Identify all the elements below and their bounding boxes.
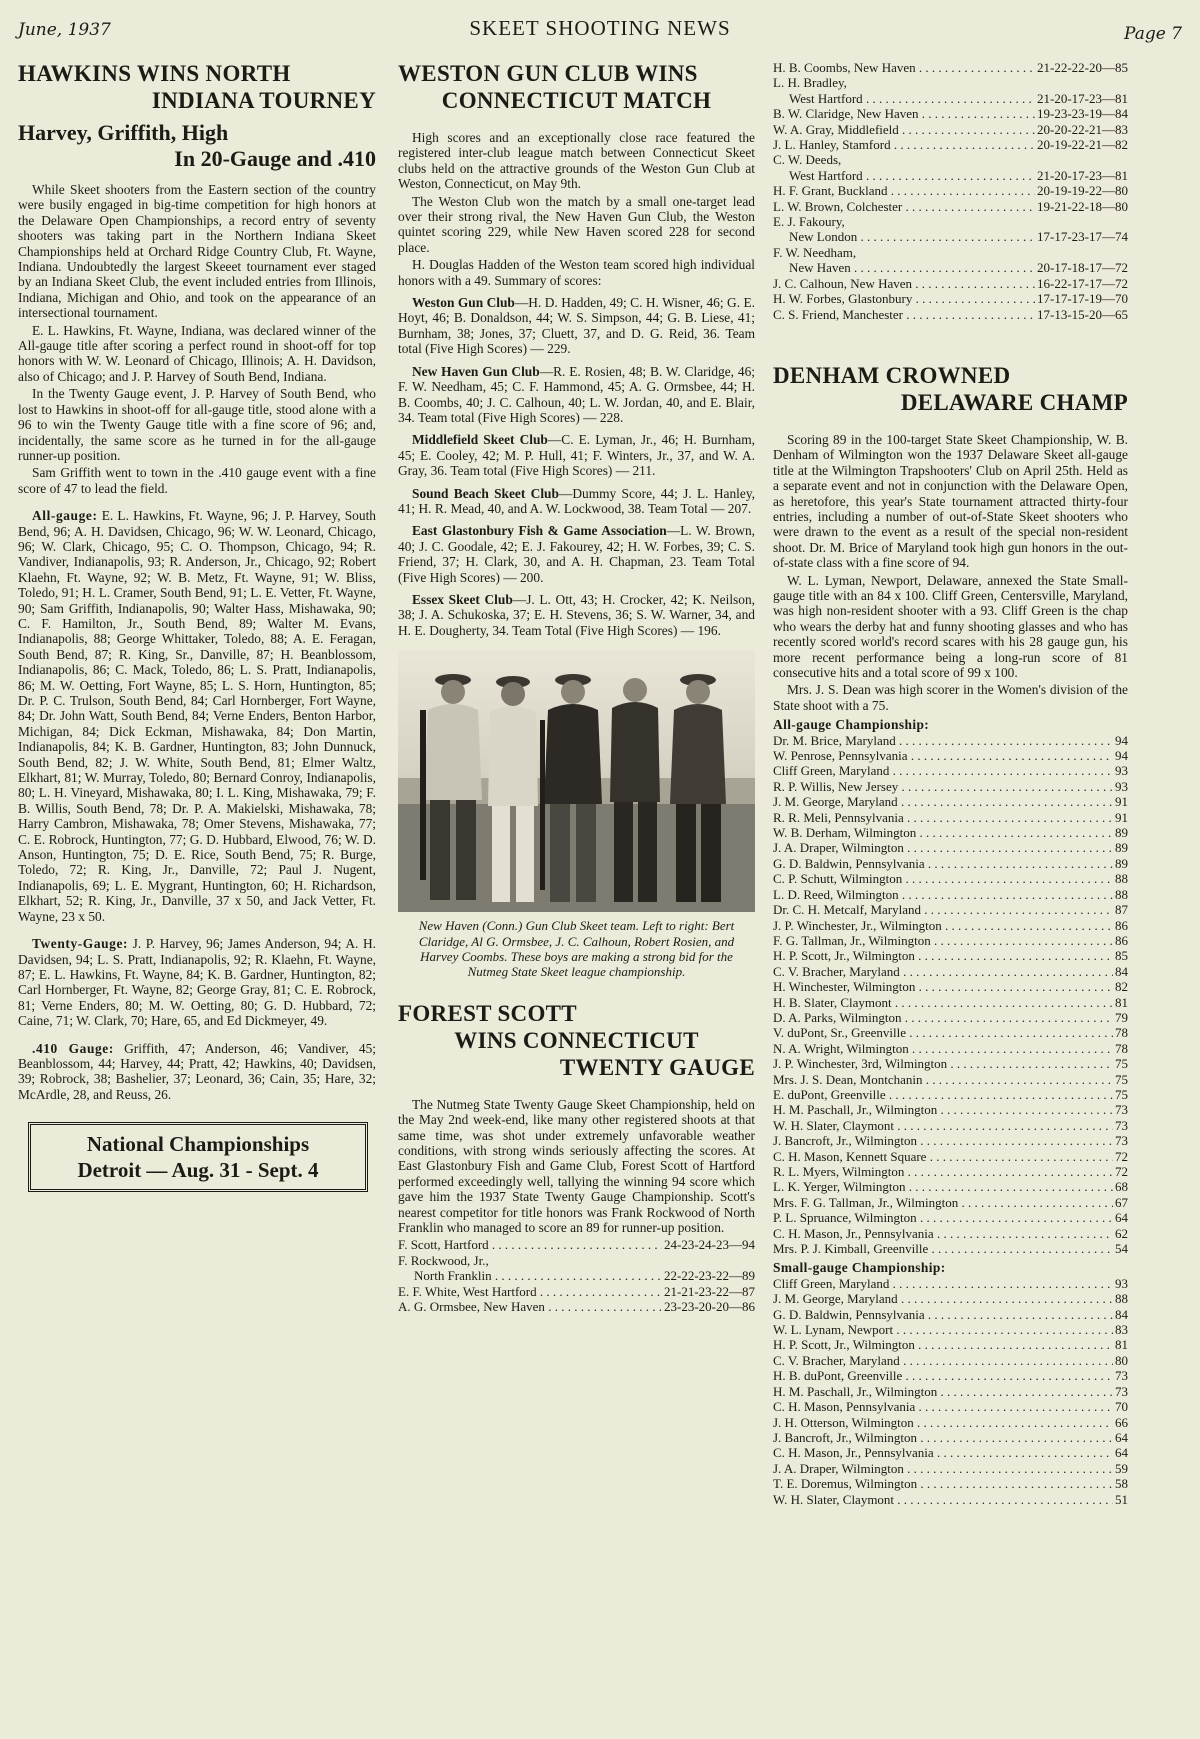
issue-date: June, 1937 [18, 20, 111, 40]
shooter-name: J. P. Winchester, 3rd, Wilmington . . . [773, 1056, 1113, 1071]
shooter-score: 21-22-22-20—85 [1037, 60, 1128, 75]
score-line [773, 276, 1128, 291]
shooter-name: L. K. Yerger, Wilmington . . . [773, 1179, 1113, 1194]
allgauge-championship-list [773, 733, 1128, 1257]
national-championships-box: National Championships Detroit — Aug. 31 - Sept. 4 [28, 1122, 368, 1192]
score-line [773, 1164, 1128, 1179]
shooter-score: 91 [1115, 794, 1128, 810]
score-line [773, 887, 1128, 902]
score-line [773, 1476, 1128, 1491]
article-paragraph: While Skeet shooters from the Eastern section of the country were busily engaged in big-time competition for high honors at the Delaware Open Championships, a record entry of seventy shooters was taking part in the Northern Indiana Skeet Championships held at Orchard Ridge Country Club, Ft. Wayne, Indiana. Undoubtedly the largest Skeeet tournament ever staged by an Indiana Skeet Club, the event included entries from Illinois, Indiana, Michigan and Ohio, and took on the appearance of an intersectional tournament. [18, 182, 376, 321]
shooter-name: J. P. Winchester, Jr., Wilmington . . . [773, 918, 1113, 933]
score-line [773, 1241, 1128, 1256]
shooter-score: 85 [1115, 948, 1128, 964]
shooter-score: 64 [1115, 1445, 1128, 1461]
score-line [398, 1284, 755, 1299]
smallgauge-championship-label: Small-gauge Championship: [773, 1260, 946, 1276]
shooter-name: C. H. Mason, Pennsylvania . . . [773, 1399, 1113, 1414]
shooter-score: 84 [1115, 963, 1128, 979]
shooter-name: Cliff Green, Maryland . . . [773, 1276, 1113, 1291]
score-line [773, 1195, 1128, 1210]
article-paragraph: H. Douglas Hadden of the Weston team scored high individual honors with a 49. Summary of scores: [398, 257, 755, 288]
shooter-score: 86 [1115, 932, 1128, 948]
page-number: Page 7 [1124, 24, 1182, 44]
shooter-name: C. P. Schutt, Wilmington . . . [773, 871, 1113, 886]
shooter-score: 24-23-24-23—94 [664, 1237, 755, 1253]
shooter-score: 93 [1115, 1275, 1128, 1291]
shooter-score: 72 [1115, 1164, 1128, 1179]
shooter-name: Cliff Green, Maryland . . . [773, 763, 1113, 778]
score-line [398, 1237, 755, 1252]
team-result: Weston Gun Club—H. D. Hadden, 49; C. H. Wisner, 46; G. E. Hoyt, 46; B. Donaldson, 44; W. S. Simpson, 44; G. B. Liese, 41; Burnham, 38; Jones, 37; Cluett, 37, and D. G. Reid, 36. Team total (Five High Scores) — 229. [398, 295, 755, 357]
shooter-score: 17-13-15-20—65 [1037, 306, 1128, 322]
article-paragraph: E. L. Hawkins, Ft. Wayne, Indiana, was declared winner of the All-gauge title after scoring a perfect round in shoot-off for top honors with W. W. Leonard of Chicago, Illinois; A. H. Davidson, also of Chicago; and J. P. Harvey of South Bend, Indiana. [18, 322, 376, 384]
score-line [773, 1461, 1128, 1476]
headline-weston: WESTON GUN CLUB WINS CONNECTICUT MATCH [398, 61, 712, 113]
shooter-name: R. R. Meli, Pennsylvania . . . [773, 810, 1113, 825]
twenty-gauge-scores [398, 1237, 755, 1314]
shooter-name: H. W. Forbes, Glastonbury . . . [773, 291, 1035, 306]
allgauge-championship-label: All-gauge Championship: [773, 717, 930, 733]
score-line: E. J. Fakoury, [773, 214, 845, 230]
shooter-name: H. B. Slater, Claymont . . . [773, 995, 1113, 1010]
score-line: F. W. Needham, [773, 244, 857, 260]
score-line [773, 60, 1128, 75]
shooter-name: L. W. Brown, Colchester . . . [773, 199, 1035, 214]
shooter-score: 58 [1115, 1476, 1128, 1492]
shooter-score: 75 [1115, 1071, 1128, 1087]
publication-title: SKEET SHOOTING NEWS [469, 16, 731, 40]
shooter-score: 23-23-20-20—86 [664, 1299, 755, 1315]
shooter-name: New London . . . [773, 229, 1035, 244]
score-line [773, 1102, 1128, 1117]
article-paragraph: Scoring 89 in the 100-target State Skeet Championship, W. B. Denham of Wilmington won the 1937 Delaware Skeet all-gauge title at the Wilmington Trapshooters' Club on April 25th. Held as a separate event and not in conjunction with the Delaware Open, as heretofore, this year's State tournament attracted thirty-four entries, including a number of out-of-State Skeet shooters who were drawn to the event as a result of the special non-resident shoot. Dr. M. Brice of Maryland took high gun honors in the out-of-state class with a fine score of 94. [773, 431, 1128, 571]
shooter-score: 68 [1115, 1179, 1128, 1195]
shooter-name: H. P. Scott, Jr., Wilmington . . . [773, 1337, 1113, 1352]
subhead-harvey-griffith: Harvey, Griffith, High In 20-Gauge and .410 [18, 120, 376, 171]
shooter-name: C. H. Mason, Kennett Square . . . [773, 1149, 1113, 1164]
score-line [773, 763, 1128, 778]
score-line [773, 918, 1128, 933]
shooter-score: 19-21-22-18—80 [1037, 198, 1128, 214]
shooter-name: R. P. Willis, New Jersey . . . [773, 779, 1113, 794]
score-line [773, 183, 1128, 198]
shooter-score: 66 [1115, 1414, 1128, 1430]
score-line [773, 168, 1128, 183]
shooter-name: J. M. George, Maryland . . . [773, 1291, 1113, 1306]
shooter-score: 51 [1115, 1491, 1128, 1507]
shooter-score: 73 [1115, 1383, 1128, 1399]
shooter-score: 75 [1115, 1056, 1128, 1072]
shooter-score: 72 [1115, 1148, 1128, 1164]
shooter-name: H. B. Coombs, New Haven . . . [773, 60, 1035, 75]
score-line [773, 964, 1128, 979]
shooter-score: 73 [1115, 1368, 1128, 1384]
shooter-name: North Franklin . . . [398, 1268, 662, 1283]
score-line [773, 1072, 1128, 1087]
shooter-score: 16-22-17-17—72 [1037, 275, 1128, 291]
score-line [773, 91, 1128, 106]
shooter-score: 89 [1115, 855, 1128, 871]
shooter-score: 54 [1115, 1241, 1128, 1257]
shooter-name: H. B. duPont, Greenville . . . [773, 1368, 1113, 1383]
shooter-score: 91 [1115, 809, 1128, 825]
score-line [773, 1133, 1128, 1148]
team-photo-image [398, 650, 755, 912]
shooter-name: R. L. Myers, Wilmington . . . [773, 1164, 1113, 1179]
score-line [773, 137, 1128, 152]
shooter-score: 88 [1115, 886, 1128, 902]
score-line [773, 933, 1128, 948]
score-line [773, 779, 1128, 794]
score-line [773, 1210, 1128, 1225]
shooter-name: G. D. Baldwin, Pennsylvania . . . [773, 856, 1113, 871]
shooter-score: 86 [1115, 917, 1128, 933]
shooter-name: C. H. Mason, Jr., Pennsylvania . . . [773, 1226, 1113, 1241]
score-line [773, 871, 1128, 886]
shooter-score: 75 [1115, 1086, 1128, 1102]
score-line [773, 1010, 1128, 1025]
score-line [773, 199, 1128, 214]
shooter-score: 81 [1115, 1337, 1128, 1353]
shooter-name: G. D. Baldwin, Pennsylvania . . . [773, 1307, 1113, 1322]
shooter-score: 73 [1115, 1102, 1128, 1118]
shooter-score: 94 [1115, 748, 1128, 764]
shooter-score: 93 [1115, 778, 1128, 794]
shooter-name: J. M. George, Maryland . . . [773, 794, 1113, 809]
score-line [773, 1307, 1128, 1322]
shooter-name: C. H. Mason, Jr., Pennsylvania . . . [773, 1445, 1113, 1460]
shooter-score: 17-17-17-19—70 [1037, 291, 1128, 307]
shooter-name: W. Penrose, Pennsylvania . . . [773, 748, 1113, 763]
shooter-name: W. A. Gray, Middlefield . . . [773, 122, 1035, 137]
shooter-score: 84 [1115, 1306, 1128, 1322]
shooter-name: V. duPont, Sr., Greenville . . . [773, 1025, 1113, 1040]
score-line [773, 1492, 1128, 1507]
shooter-name: H. F. Grant, Buckland . . . [773, 183, 1035, 198]
shooter-name: W. B. Derham, Wilmington . . . [773, 825, 1113, 840]
score-line [773, 1415, 1128, 1430]
shooter-score: 21-20-17-23—81 [1037, 90, 1128, 106]
shooter-score: 64 [1115, 1210, 1128, 1226]
shooter-name: H. M. Paschall, Jr., Wilmington . . . [773, 1384, 1113, 1399]
shooter-score: 73 [1115, 1133, 1128, 1149]
score-line [773, 1399, 1128, 1414]
article-paragraph: High scores and an exceptionally close race featured the registered inter-club league match between Connecticut Skeet clubs held on the attractive grounds of the Weston Gun Club at Weston, Connecticut, on May 9th. [398, 130, 755, 192]
shooter-name: F. Scott, Hartford . . . [398, 1237, 662, 1252]
score-line: L. H. Bradley, [773, 75, 847, 91]
score-line [398, 1299, 755, 1314]
score-line [773, 1430, 1128, 1445]
score-line [773, 840, 1128, 855]
score-line [773, 1087, 1128, 1102]
score-line [773, 1226, 1128, 1241]
shooter-name: New Haven . . . [773, 260, 1035, 275]
score-line [773, 1149, 1128, 1164]
shooter-name: B. W. Claridge, New Haven . . . [773, 106, 1035, 121]
score-line [773, 1025, 1128, 1040]
team-result: Sound Beach Skeet Club—Dummy Score, 44; J. L. Hanley, 41; H. R. Mead, 40, and A. W. Lockwood, 38. Team Total — 207. [398, 485, 755, 516]
shooter-score: 59 [1115, 1460, 1128, 1476]
article-paragraph: Sam Griffith went to town in the .410 gauge event with a fine score of 47 to lead the field. [18, 465, 376, 496]
shooter-name: Mrs. P. J. Kimball, Greenville . . . [773, 1241, 1113, 1256]
score-line [773, 122, 1128, 137]
shooter-score: 22-22-23-22—89 [664, 1268, 755, 1284]
score-line: F. Rockwood, Jr., [398, 1252, 489, 1268]
headline-forest-scott: FOREST SCOTT WINS CONNECTICUT TWENTY GAUGE [398, 1000, 755, 1080]
shooter-name: N. A. Wright, Wilmington . . . [773, 1041, 1113, 1056]
article-paragraph: Mrs. J. S. Dean was high scorer in the Women's division of the State shoot with a 75. [773, 682, 1128, 713]
score-line [773, 1291, 1128, 1306]
shooter-name: H. Winchester, Wilmington . . . [773, 979, 1113, 994]
article-paragraph: The Weston Club won the match by a small one-target lead over their strong rival, the New Haven Gun Club, the Weston quintet scoring 229, while New Haven scored 228 for second place. [398, 193, 755, 255]
shooter-score: 88 [1115, 871, 1128, 887]
score-line [773, 1322, 1128, 1337]
shooter-score: 20-20-22-21—83 [1037, 121, 1128, 137]
shooter-score: 79 [1115, 1009, 1128, 1025]
score-line: C. W. Deeds, [773, 152, 842, 168]
score-line [773, 291, 1128, 306]
score-line [773, 995, 1128, 1010]
score-line [773, 1445, 1128, 1460]
article-paragraph: In the Twenty Gauge event, J. P. Harvey of South Bend, who lost to Hawkins in shoot-off for all-gauge title, stood alone with a 96 to win the Twenty Gauge title with a fine score of 96; and, incidentally, the same score as he turned in for the all-gauge runner-up position. [18, 386, 376, 463]
photo-caption: New Haven (Conn.) Gun Club Skeet team. Left to right: Bert Claridge, Al G. Ormsbee, J. C. Calhoun, Robert Rosien, and Harvey Coombs. These boys are making a strong bid for the Nutmeg State Skeet league championship. [418, 918, 735, 980]
shooter-score: 82 [1115, 979, 1128, 995]
shooter-score: 94 [1115, 732, 1128, 748]
shooter-score: 73 [1115, 1117, 1128, 1133]
shooter-name: A. G. Ormsbee, New Haven . . . [398, 1299, 662, 1314]
shooter-score: 78 [1115, 1025, 1128, 1041]
shooter-name: Dr. C. H. Metcalf, Maryland . . . [773, 902, 1113, 917]
column-3 [773, 60, 1128, 1720]
score-line [773, 794, 1128, 809]
twenty-gauge-scores-continued [773, 60, 1128, 322]
team-result: Essex Skeet Club—J. L. Ott, 43; H. Crocker, 42; K. Neilson, 38; J. A. Schukoska, 37; E. H. Stevens, 36; S. W. Warner, 34, and H. E. Dougherty, 34. Team Total (Five High Scores) — 196. [398, 591, 755, 638]
shooter-score: 70 [1115, 1399, 1128, 1415]
score-line [773, 307, 1128, 322]
shooter-name: P. L. Spruance, Wilmington . . . [773, 1210, 1113, 1225]
shooter-name: West Hartford . . . [773, 91, 1035, 106]
team-photo [398, 650, 755, 912]
shooter-score: 80 [1115, 1352, 1128, 1368]
article-paragraph: The Nutmeg State Twenty Gauge Skeet Championship, held on the May 2nd week-end, like many other registered shoots at that same time, was shot under extremely unfavorable weather conditions, with strong winds seriously affecting the scores. At East Glastonbury Fish and Game Club, Forest Scott of Hartford performed exceedingly well, tallying the winning 94 score which gave him the 1937 State Twenty Gauge Championship. Scott's nearest competitor for title honors was Frank Rockwood of North Franklin who managed to score an 89 for runner-up position. [398, 1096, 755, 1236]
shooter-name: C. V. Bracher, Maryland . . . [773, 1353, 1113, 1368]
headline-denham: DENHAM CROWNED DELAWARE CHAMP [773, 362, 1128, 415]
shooter-name: W. H. Slater, Claymont . . . [773, 1492, 1113, 1507]
shooter-name: E. duPont, Greenville . . . [773, 1087, 1113, 1102]
team-result: East Glastonbury Fish & Game Association—L. W. Brown, 40; J. C. Goodale, 42; E. J. Fakourey, 42; H. W. Forbes, 39; C. S. Friend, 37; H. Clark, 30, and A. H. Chapman, 23. Team Total (Five High Scores) — 200. [398, 523, 755, 585]
shooter-score: 89 [1115, 840, 1128, 856]
score-line [773, 733, 1128, 748]
score-line [773, 748, 1128, 763]
shooter-score: 17-17-23-17—74 [1037, 229, 1128, 245]
shooter-score: 20-19-22-21—82 [1037, 137, 1128, 153]
score-line [773, 902, 1128, 917]
shooter-score: 87 [1115, 902, 1128, 918]
allgauge-results: All-gauge: E. L. Hawkins, Ft. Wayne, 96; J. P. Harvey, South Bend, 96; A. H. Davidsen, Chicago, 96; W. W. Leonard, Chicago, 96; W. Clark, Chicago, 95; C. O. Thompson, Chicago, 94; R. Vandiver, Indianapolis, 93; R. Anderson, Jr., Chicago, 92; Robert Klaehn, Ft. Wayne, 92; W. B. Metz, Ft. Wayne, 91; W. Bliss, Toledo, 91; H. L. Cramer, South Bend, 91; L. E. Vetter, Ft. Wayne, 90; Sam Griffith, Indianapolis, 90; Walter Hass, Mishawaka, 90; C. F. Hamilton, Jr., South Bend, 89; Walter M. Evans, Indianapolis, 88; George Whittaker, Toledo, 88; A. E. Feragan, South Bend, 87; R. King, Sr., Danville, 87; H. Beanblossom, Indianapolis, 86; C. Mack, Toledo, 86; L. S. Pratt, Indianapolis, 86; M. W. Oetting, Fort Wayne, 85; L. S. Horn, Huntington, 85; Dr. P. C. Trulson, South Bend, 84; Carl Hornberger, Fort Wayne, 84; Dr. John Watt, South Bend, 84; Verne Enders, Benton Harbor, Michigan, 84; Dick Eckman, Mishawaka, 84; Don Martin, Indianapolis, 84; K. B. Gardner, Huntington, 83; John Dunnuck, South Bend, 82; J. W. White, South Bend, 81; Elmer Waltz, Elkhart, 81; W. Murray, Toledo, 80; Bernard Conroy, Indianapolis, 80; L. H. Vineyard, Mishawaka, 80; I. L. King, Mishawaka, 79; F. B. Willis, South Bend, 78; Dr. P. A. Makielski, Mishawaka, 78; Harry Cambron, Mishawaka, 78; Omer Stevens, Mishawaka, 77; C. E. Robrock, Huntington, 77; G. D. Hubbard, Elwood, 76; W. D. Anson, Huntington, 75; D. E. Rice, South Bend, 75; R. Burge, Toledo, 72; R. King, Jr., Danville, 72; Paul J. Nugent, Indianapolis, 69; L. E. Mygrant, Huntington, 60; H. Richardson, Elkhart, 52; R. King, Jr., Danville, 37 x 50, and Jack Vetter, Ft. Wayne, 23 x 50. [18, 508, 376, 924]
score-line [773, 1179, 1128, 1194]
shooter-name: D. A. Parks, Wilmington . . . [773, 1010, 1113, 1025]
score-line [773, 825, 1128, 840]
score-line [773, 260, 1128, 275]
team-result: Middlefield Skeet Club—C. E. Lyman, Jr., 46; H. Burnham, 45; E. Cooley, 42; M. P. Hull, 41; F. Winters, Jr., 37, and W. A. Gray, 36. Team total (Five High Scores) — 211. [398, 432, 755, 479]
score-line [773, 1337, 1128, 1352]
shooter-score: 83 [1115, 1322, 1128, 1338]
shooter-score: 93 [1115, 763, 1128, 779]
page-header [18, 16, 1182, 46]
score-line [773, 979, 1128, 994]
score-line [773, 1368, 1128, 1383]
shooter-name: Mrs. F. G. Tallman, Jr., Wilmington . . . [773, 1195, 1113, 1210]
score-line [773, 1276, 1128, 1291]
shooter-name: C. S. Friend, Manchester . . . [773, 307, 1035, 322]
score-line [773, 1041, 1128, 1056]
score-line [773, 1056, 1128, 1071]
shooter-score: 20-17-18-17—72 [1037, 260, 1128, 276]
shooter-name: J. L. Hanley, Stamford . . . [773, 137, 1035, 152]
team-result: New Haven Gun Club—R. E. Rosien, 48; B. W. Claridge, 46; F. W. Needham, 45; C. F. Hammond, 45; A. G. Ormsbee, 44; H. B. Coombs, 40; J. C. Calhoun, 40; L. W. Jordan, 40, and E. Blair, 34. Team total (Five High Scores) — 228. [398, 363, 755, 425]
score-line [773, 856, 1128, 871]
shooter-score: 88 [1115, 1291, 1128, 1307]
shooter-name: W. H. Slater, Claymont . . . [773, 1118, 1113, 1133]
shooter-score: 67 [1115, 1194, 1128, 1210]
shooter-name: Dr. M. Brice, Maryland . . . [773, 733, 1113, 748]
shooter-name: J. A. Draper, Wilmington . . . [773, 840, 1113, 855]
smallgauge-championship-list [773, 1276, 1128, 1507]
shooter-name: J. Bancroft, Jr., Wilmington . . . [773, 1430, 1113, 1445]
shooter-name: J. Bancroft, Jr., Wilmington . . . [773, 1133, 1113, 1148]
score-line [773, 1384, 1128, 1399]
score-line [398, 1268, 755, 1283]
shooter-name: Mrs. J. S. Dean, Montchanin . . . [773, 1072, 1113, 1087]
score-line [773, 229, 1128, 244]
shooter-score: 78 [1115, 1040, 1128, 1056]
column-2 [398, 60, 755, 1720]
shooter-name: J. C. Calhoun, New Haven . . . [773, 276, 1035, 291]
score-line [773, 810, 1128, 825]
shooter-name: C. V. Bracher, Maryland . . . [773, 964, 1113, 979]
score-line [773, 106, 1128, 121]
score-line [773, 948, 1128, 963]
shooter-name: H. P. Scott, Jr., Wilmington . . . [773, 948, 1113, 963]
shooter-name: W. L. Lynam, Newport . . . [773, 1322, 1113, 1337]
shooter-name: J. H. Otterson, Wilmington . . . [773, 1415, 1113, 1430]
shooter-name: E. F. White, West Hartford . . . [398, 1284, 662, 1299]
column-1 [18, 60, 376, 1720]
shooter-name: West Hartford . . . [773, 168, 1035, 183]
shooter-name: F. G. Tallman, Jr., Wilmington . . . [773, 933, 1113, 948]
shooter-name: T. E. Doremus, Wilmington . . . [773, 1476, 1113, 1491]
twenty-gauge-results: Twenty-Gauge: J. P. Harvey, 96; James Anderson, 94; A. H. Davidsen, 94; L. S. Pratt, Indianapolis, 92; R. Klaehn, Ft. Wayne, 87; E. L. Hawkins, Ft. Wayne, 84; K. B. Gardner, Huntington, 82; Carl Hornberger, Ft. Wayne, 82; George Gray, 81; C. E. Robrock, 81; Verne Enders, 80; M. W. Oetting, 80; G. D. Hubbard, 72; Caine, 71; W. Clark, 70; Hare, 65, and Ed Dickmeyer, 49. [18, 936, 376, 1029]
headline-hawkins: HAWKINS WINS NORTH INDIANA TOURNEY [18, 61, 376, 113]
shooter-name: H. M. Paschall, Jr., Wilmington . . . [773, 1102, 1113, 1117]
shooter-name: J. A. Draper, Wilmington . . . [773, 1461, 1113, 1476]
score-line [773, 1118, 1128, 1133]
shooter-score: 19-23-23-19—84 [1037, 106, 1128, 122]
article-paragraph: W. L. Lyman, Newport, Delaware, annexed the State Small-gauge title with an 84 x 100. Cliff Green, Centersville, Maryland, was high non-resident shooter with a 93. Cliff Green is the chap who wears the derby hat and funny shooting glasses and who has recently scored world's record scares with his 28 gauge gun, his more recent performance being a long-run score of 81 consecutive hits and a total score of 99 x 100. [773, 572, 1128, 680]
four10-gauge-results: .410 Gauge: Griffith, 47; Anderson, 46; Vandiver, 45; Beanblossom, 44; Harvey, 44; Pratt, 42; Hawkins, 40; Davidsen, 39; Robrock, 38; Bashelier, 37; Leonard, 36; Cain, 35; Hare, 32; McArdle, 28, and Reuss, 26. [18, 1040, 376, 1102]
shooter-score: 62 [1115, 1225, 1128, 1241]
shooter-score: 20-19-19-22—80 [1037, 183, 1128, 199]
shooter-score: 89 [1115, 825, 1128, 841]
shooter-score: 21-20-17-23—81 [1037, 167, 1128, 183]
shooter-score: 81 [1115, 994, 1128, 1010]
shooter-score: 21-21-23-22—87 [664, 1283, 755, 1299]
score-line [773, 1353, 1128, 1368]
shooter-score: 64 [1115, 1429, 1128, 1445]
shooter-name: L. D. Reed, Wilmington . . . [773, 887, 1113, 902]
